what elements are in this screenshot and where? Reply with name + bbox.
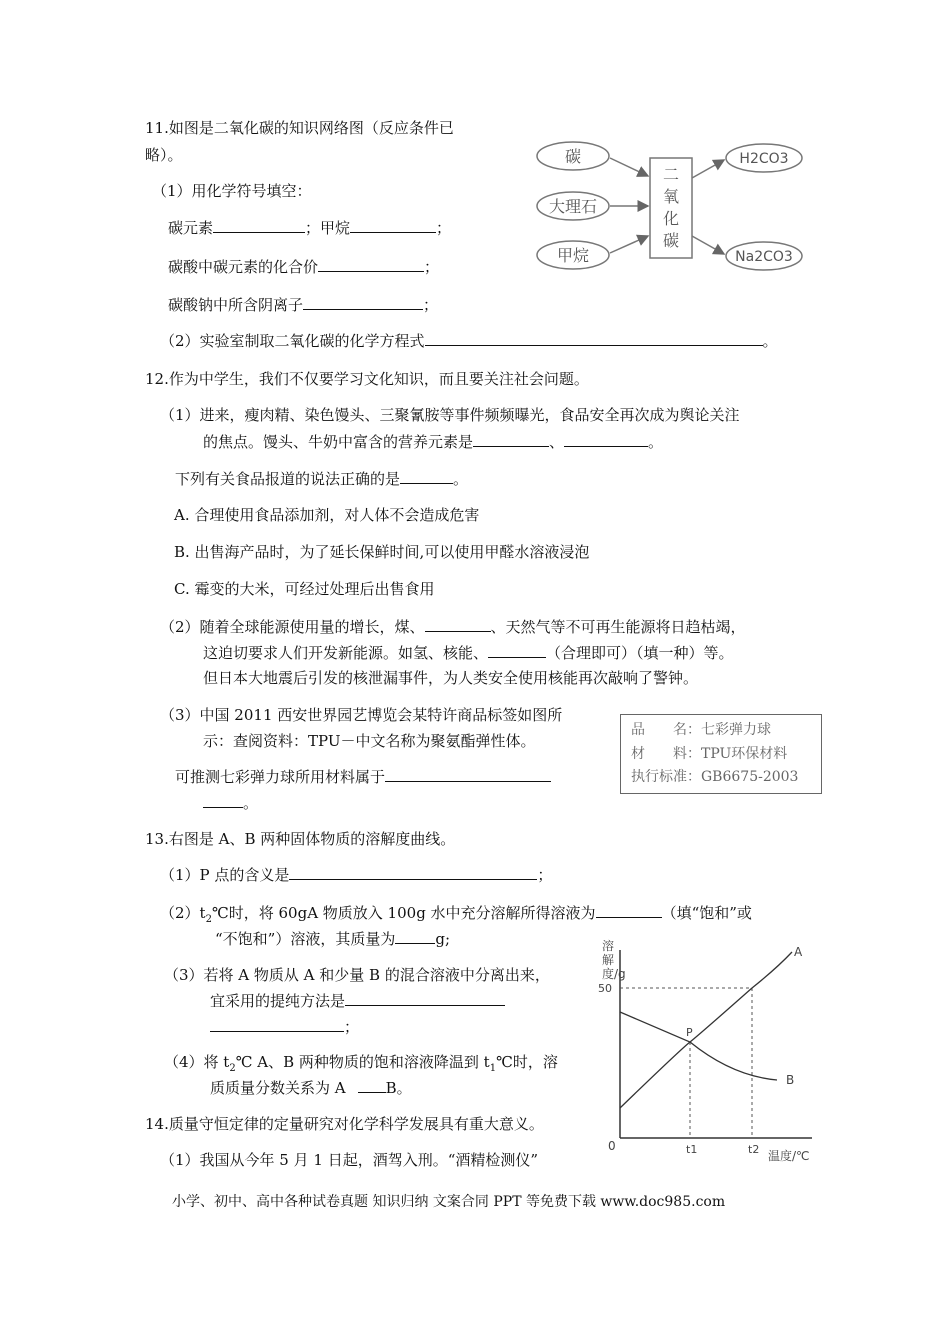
q11-part1: （1）用化学符号填空：: [152, 182, 312, 200]
node-label: 甲烷: [556, 246, 590, 265]
text: 、天然气等不可再生能源将日趋枯竭，: [490, 618, 746, 636]
q11-valence-blank: [318, 257, 424, 272]
semicolon: ；: [305, 219, 321, 237]
q11-methane-label: 甲烷: [320, 219, 351, 237]
q11-carbon-element-label: 碳元素: [168, 219, 214, 237]
subscript: 1: [489, 1063, 497, 1074]
q11-intro-line1: 11.如图是二氧化碳的知识网络图（反应条件已: [145, 119, 454, 137]
q12-part1-line2: [203, 432, 663, 452]
q13-method-blank-cont: [210, 1017, 344, 1032]
q13-part3-line2: [210, 991, 505, 1011]
q12-intro: 12.作为中学生，我们不仅要学习文化知识，而且要关注社会问题。: [145, 370, 589, 388]
q12-choice-label: 下列有关食品报道的说法正确的是: [175, 470, 401, 488]
q11-valence-line: [168, 257, 439, 277]
q12-part3-line3: [175, 767, 551, 787]
semicolon: ；: [424, 258, 440, 276]
period: 。: [243, 794, 259, 812]
q11-part2-line: [160, 331, 778, 351]
q12-part1-line1: （1）进来，瘦肉精、染色馒头、三聚氰胺等事件频频曝光，食品安全再次成为舆论关注: [160, 406, 740, 424]
product-label-box: [620, 714, 822, 794]
q13-mass-blank: [395, 929, 435, 944]
series-line-A: [620, 952, 795, 1108]
q12-nutrient-blank-1: [473, 432, 549, 447]
y-axis-label-3: 度/g: [602, 967, 626, 981]
q13-part2-line2: [215, 929, 450, 949]
q11-anion-blank: [303, 295, 423, 310]
q12-nutrient-label: 的焦点。馒头、牛奶中富含的营养元素是: [203, 433, 474, 451]
q13-part1-line: [160, 865, 552, 885]
q12-choice-line: [175, 469, 468, 489]
q13-part4-line2: [210, 1078, 412, 1098]
q14-part1: （1）我国从今年 5 月 1 日起，酒驾入刑。“酒精检测仪”: [160, 1151, 539, 1169]
q11-carbon-blank: [213, 218, 305, 233]
y-axis-label-1: 溶: [602, 939, 615, 953]
q13-method-blank: [345, 991, 505, 1006]
node-label-h2co3: H2CO3: [739, 151, 789, 167]
text: （合理即可）（填一种）等。: [546, 644, 734, 662]
label-name-row: 品 名：七彩弹力球: [631, 722, 771, 738]
q11-carbon-line: [168, 218, 451, 238]
q13-intro: 13.右图是 A、B 两种固体物质的溶解度曲线。: [145, 830, 456, 848]
text: g;: [435, 930, 450, 948]
text: 质质量分数关系为 A: [210, 1079, 346, 1097]
arrow-co2-na2co3: [692, 236, 724, 254]
node-label: 大理石: [548, 197, 598, 216]
q12-part2-line3: 但日本大地震后引发的核泄漏事件，为人类安全使用核能再次敲响了警钟。: [203, 669, 699, 687]
q12-new-energy-blank: [488, 643, 546, 658]
q11-anion-label: 碳酸钠中所含阴离子: [168, 296, 304, 314]
q12-part3-line4: [203, 793, 258, 813]
q12-part2-line1: [160, 617, 746, 637]
text: ℃ A、B 两种物质的饱和溶液降温到 t: [235, 1053, 490, 1071]
x-tick-t2: t2: [748, 1143, 760, 1156]
text: （1）P 点的含义是: [160, 866, 290, 884]
node-label: 氧: [662, 187, 680, 206]
comma: 、: [549, 433, 565, 451]
q14-intro: 14.质量守恒定律的定量研究对化学科学发展具有重大意义。: [145, 1115, 544, 1133]
text: B。: [385, 1079, 412, 1097]
y-tick-50: 50: [598, 982, 612, 995]
q12-part3-line2: 示：查阅资料：TPU－中文名称为聚氨酯弹性体。: [203, 732, 536, 750]
co2-network-diagram: [530, 136, 810, 276]
text: （2）t: [160, 904, 206, 922]
text: （填“饱和”或: [661, 904, 752, 922]
q12-part2-line2: [203, 643, 734, 663]
origin-label: 0: [608, 1139, 616, 1153]
q12-part3-line1: （3）中国 2011 西安世界园艺博览会某特许商品标签如图所: [160, 706, 563, 724]
q13-part4-line1: [164, 1052, 558, 1079]
semicolon: ；: [436, 219, 452, 237]
q12-energy-blank: [425, 617, 491, 632]
text: ℃时，将 60gA 物质放入 100g 水中充分溶解所得溶液为: [211, 904, 596, 922]
q11-equation-blank: [425, 331, 763, 346]
text: ℃时，溶: [496, 1053, 558, 1071]
subscript: 2: [205, 914, 212, 925]
semicolon: ；: [537, 866, 553, 884]
x-tick-t1: t1: [686, 1143, 698, 1156]
q11-intro-line2: 略）。: [145, 146, 183, 164]
series-line-B: [620, 1012, 777, 1080]
period: 。: [648, 433, 664, 451]
semicolon: ；: [344, 1018, 360, 1036]
text: “不饱和”）溶液，其质量为: [215, 930, 396, 948]
series-label-B: B: [786, 1073, 795, 1087]
solubility-chart: [590, 938, 830, 1170]
arrow-carbon-co2: [610, 158, 648, 176]
q12-choice-blank: [400, 469, 453, 484]
node-label: 化: [662, 209, 680, 228]
q13-part3-line1: （3）若将 A 物质从 A 和少量 B 的混合溶液中分离出来，: [164, 966, 550, 984]
chart-marks: [598, 945, 803, 1156]
x-axis-label: 温度/℃: [768, 1149, 810, 1163]
period: 。: [453, 470, 469, 488]
semicolon: ；: [423, 296, 439, 314]
q13-saturation-blank: [596, 903, 662, 918]
q12-option-a: A. 合理使用食品添加剂，对人体不会造成危害: [174, 506, 480, 524]
text: （4）将 t: [164, 1053, 230, 1071]
q13-part3-line3: [210, 1017, 359, 1037]
series-label-A: A: [794, 945, 803, 959]
label-material-row: 材 料：TPU环保材料: [631, 746, 788, 762]
q11-anion-line: [168, 295, 438, 315]
q11-part2-label: （2）实验室制取二氧化碳的化学方程式: [160, 332, 425, 350]
q11-valence-label: 碳酸中碳元素的化合价: [168, 258, 319, 276]
text: 可推测七彩弹力球所用材料属于: [175, 768, 386, 786]
node-label: 碳: [564, 147, 582, 166]
page-footer: 小学、初中、高中各种试卷真题 知识归纳 文案合同 PPT 等免费下载 www.doc985.com: [172, 1194, 726, 1210]
q13-p-meaning-blank: [289, 865, 537, 880]
period: 。: [762, 332, 778, 350]
q13-part2-line1: [160, 903, 752, 930]
text: 这迫切要求人们开发新能源。如氢、核能、: [203, 644, 489, 662]
subscript: 2: [229, 1063, 236, 1074]
arrow-methane-co2: [610, 236, 648, 253]
text: 宜采用的提纯方法是: [210, 992, 346, 1010]
arrow-co2-h2co3: [692, 160, 724, 178]
text: （2）随着全球能源使用量的增长，煤、: [160, 618, 425, 636]
q12-material-blank: [385, 767, 551, 782]
q12-option-b: B. 出售海产品时，为了延长保鲜时间,可以使用甲醛水溶液浸泡: [174, 543, 590, 561]
q12-option-c: C. 霉变的大米，可经过处理后出售食用: [174, 580, 435, 598]
label-standard-row: 执行标准：GB6675-2003: [631, 769, 799, 785]
q11-methane-blank: [350, 218, 436, 233]
node-label: 碳: [662, 231, 680, 250]
point-P: P: [686, 1026, 693, 1039]
node-label-na2co3: Na2CO3: [735, 249, 793, 265]
q12-nutrient-blank-2: [564, 432, 648, 447]
node-label: 二: [662, 165, 680, 184]
q13-compare-blank: [358, 1078, 386, 1093]
q12-material-blank-cont: [203, 793, 243, 808]
y-axis-label-2: 解: [602, 953, 615, 967]
